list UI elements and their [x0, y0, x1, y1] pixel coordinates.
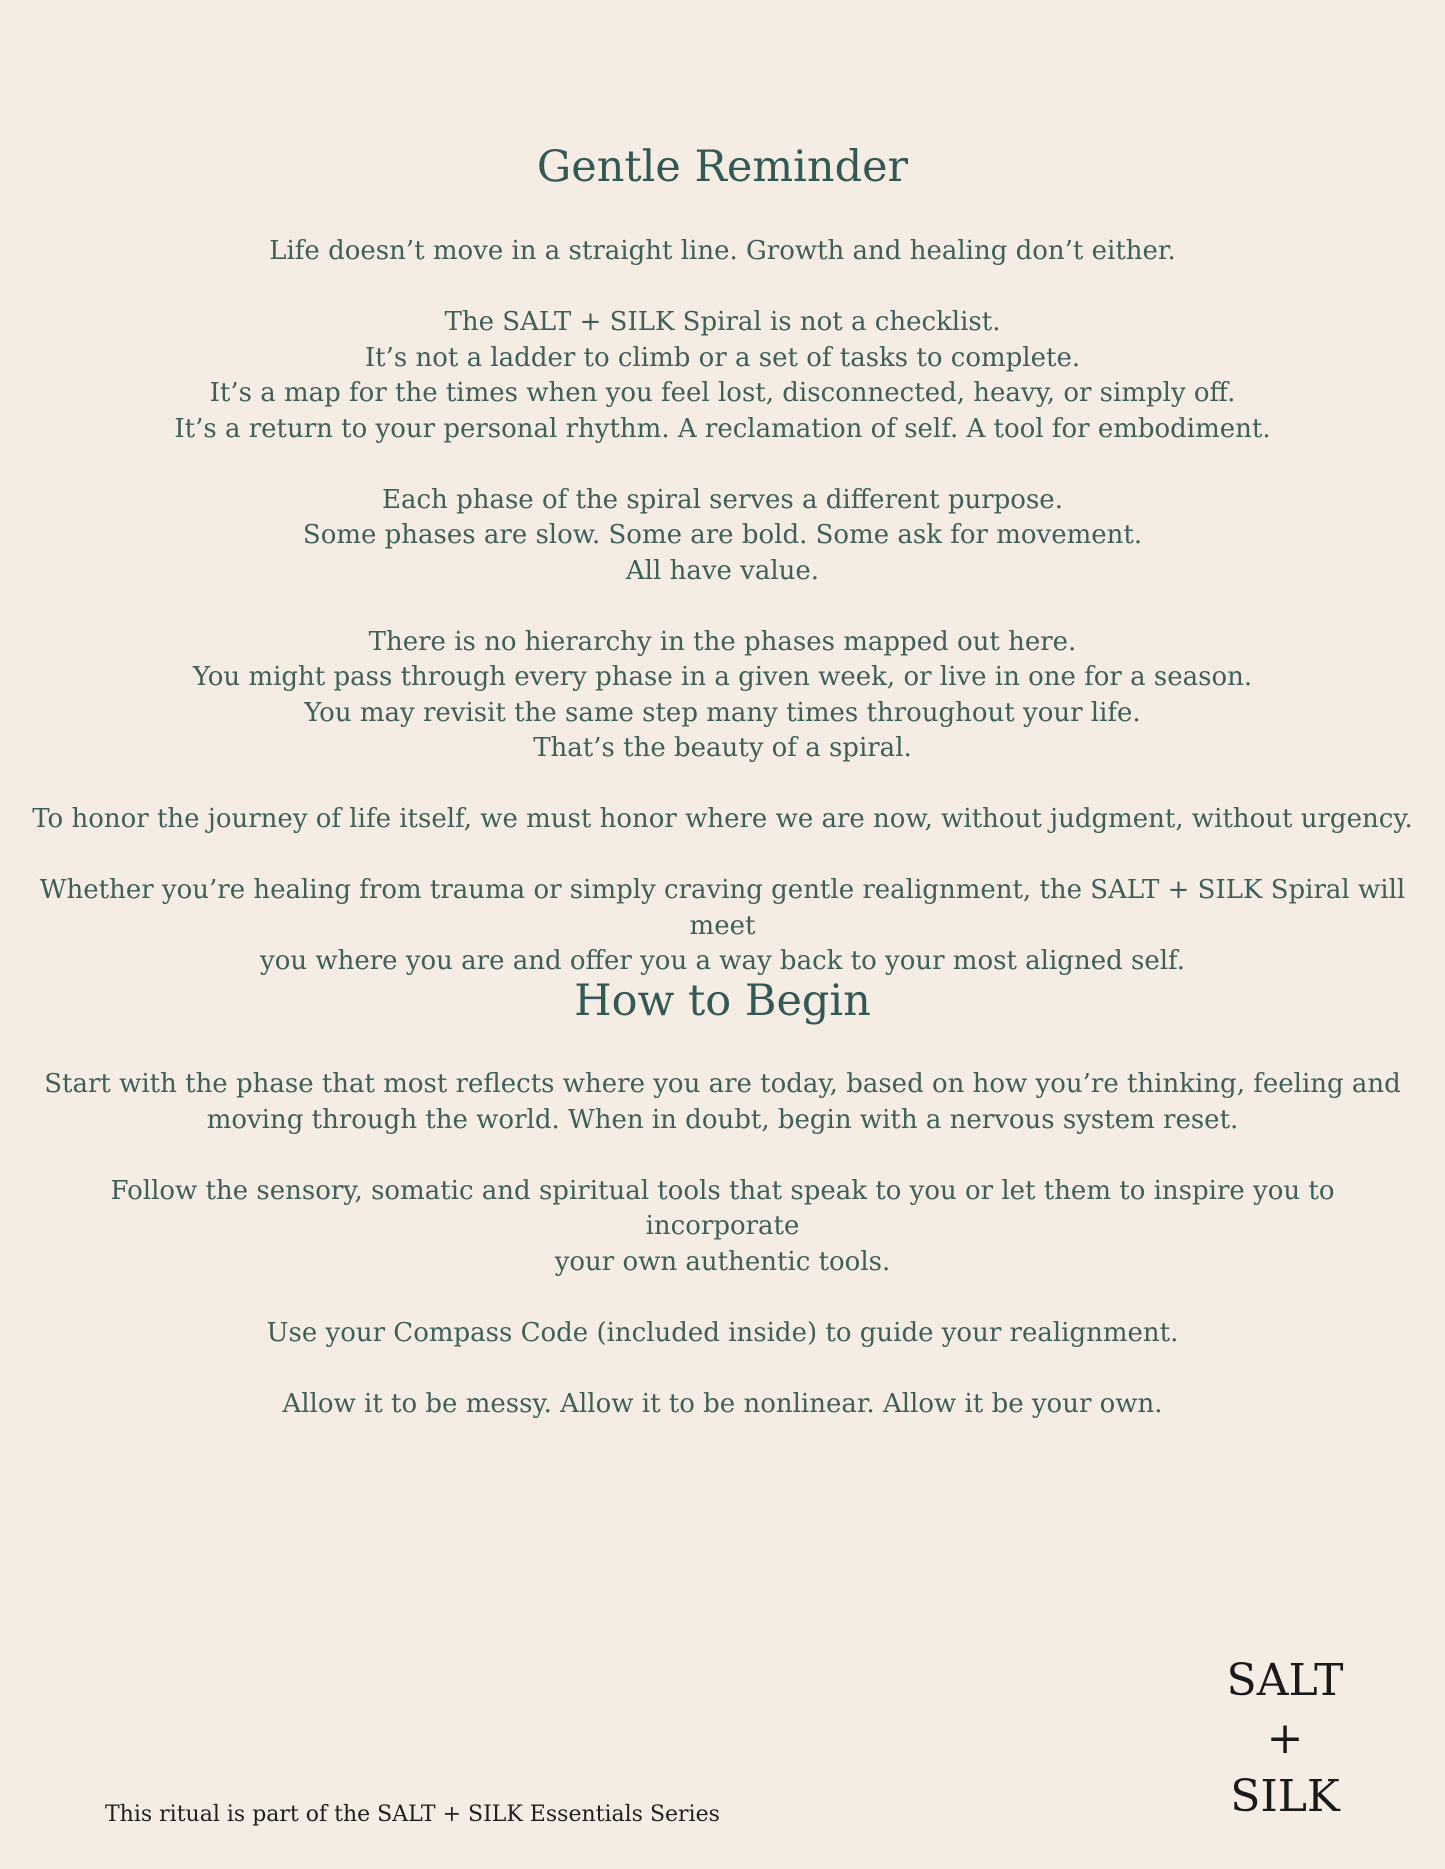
- text-line: Whether you’re healing from trauma or simply craving gentle realignment, the SALT + SILK Spiral will meet: [39, 875, 1406, 941]
- brand-logo: [1210, 1652, 1360, 1826]
- text-line: Start with the phase that most reflects where you are today, based on how you’re thinking, feeling and: [44, 1069, 1401, 1099]
- text-line: You might pass through every phase in a given week, or live in one for a season.: [192, 662, 1253, 692]
- text-line: It’s a map for the times when you feel lost, disconnected, heavy, or simply off.: [209, 378, 1236, 408]
- paragraph: [30, 234, 1415, 270]
- text-line: The SALT + SILK Spiral is not a checklist.: [444, 307, 1001, 337]
- logo-line-silk: SILK: [1230, 1771, 1340, 1822]
- text-line: That’s the beauty of a spiral.: [533, 733, 912, 763]
- how-to-begin-title: How to Begin: [574, 976, 871, 1026]
- text-line: Allow it to be messy. Allow it to be nonlinear. Allow it be your own.: [282, 1388, 1163, 1419]
- paragraph: [30, 1067, 1415, 1138]
- series-note: This ritual is part of the SALT + SILK Essentials Series: [105, 1802, 720, 1827]
- text-line: There is no hierarchy in the phases mapped out here.: [368, 626, 1077, 657]
- paragraph: [30, 483, 1415, 590]
- text-line: Follow the sensory, somatic and spiritual tools that speak to you or let them to inspire you to incorporate: [110, 1175, 1335, 1241]
- how-to-begin-body: [30, 1067, 1415, 1422]
- paragraph: [30, 802, 1415, 838]
- paragraph: [30, 1174, 1415, 1281]
- text-line: You may revisit the same step many times throughout your life.: [304, 697, 1141, 728]
- logo-line-salt: SALT: [1226, 1655, 1344, 1706]
- text-line: Use your Compass Code (included inside) to guide your realignment.: [266, 1317, 1179, 1348]
- text-line: It’s not a ladder to climb or a set of tasks to complete.: [364, 342, 1081, 373]
- text-line: Some phases are slow. Some are bold. Some ask for movement.: [302, 520, 1143, 550]
- paragraph: [30, 873, 1415, 980]
- paragraph: [30, 625, 1415, 767]
- text-line: your own authentic tools.: [554, 1246, 891, 1277]
- text-line: moving through the world. When in doubt, begin with a nervous system reset.: [206, 1104, 1239, 1135]
- paragraph: [30, 1387, 1415, 1423]
- logo-line-plus: +: [1266, 1713, 1304, 1764]
- paragraph: [30, 1316, 1415, 1352]
- paragraph: [30, 305, 1415, 447]
- text-line: It’s a return to your personal rhythm. A reclamation of self. A tool for embodiment.: [174, 413, 1271, 444]
- gentle-reminder-body: [30, 234, 1415, 980]
- text-line: To honor the journey of life itself, we must honor where we are now, without judgment, without urgency.: [32, 804, 1413, 834]
- text-line: Each phase of the spiral serves a different purpose.: [382, 484, 1063, 515]
- text-line: All have value.: [625, 555, 820, 586]
- gentle-reminder-title: Gentle Reminder: [536, 142, 909, 192]
- text-line: you where you are and offer you a way back to your most aligned self.: [260, 946, 1185, 976]
- text-line: Life doesn’t move in a straight line. Growth and healing don’t either.: [269, 236, 1176, 266]
